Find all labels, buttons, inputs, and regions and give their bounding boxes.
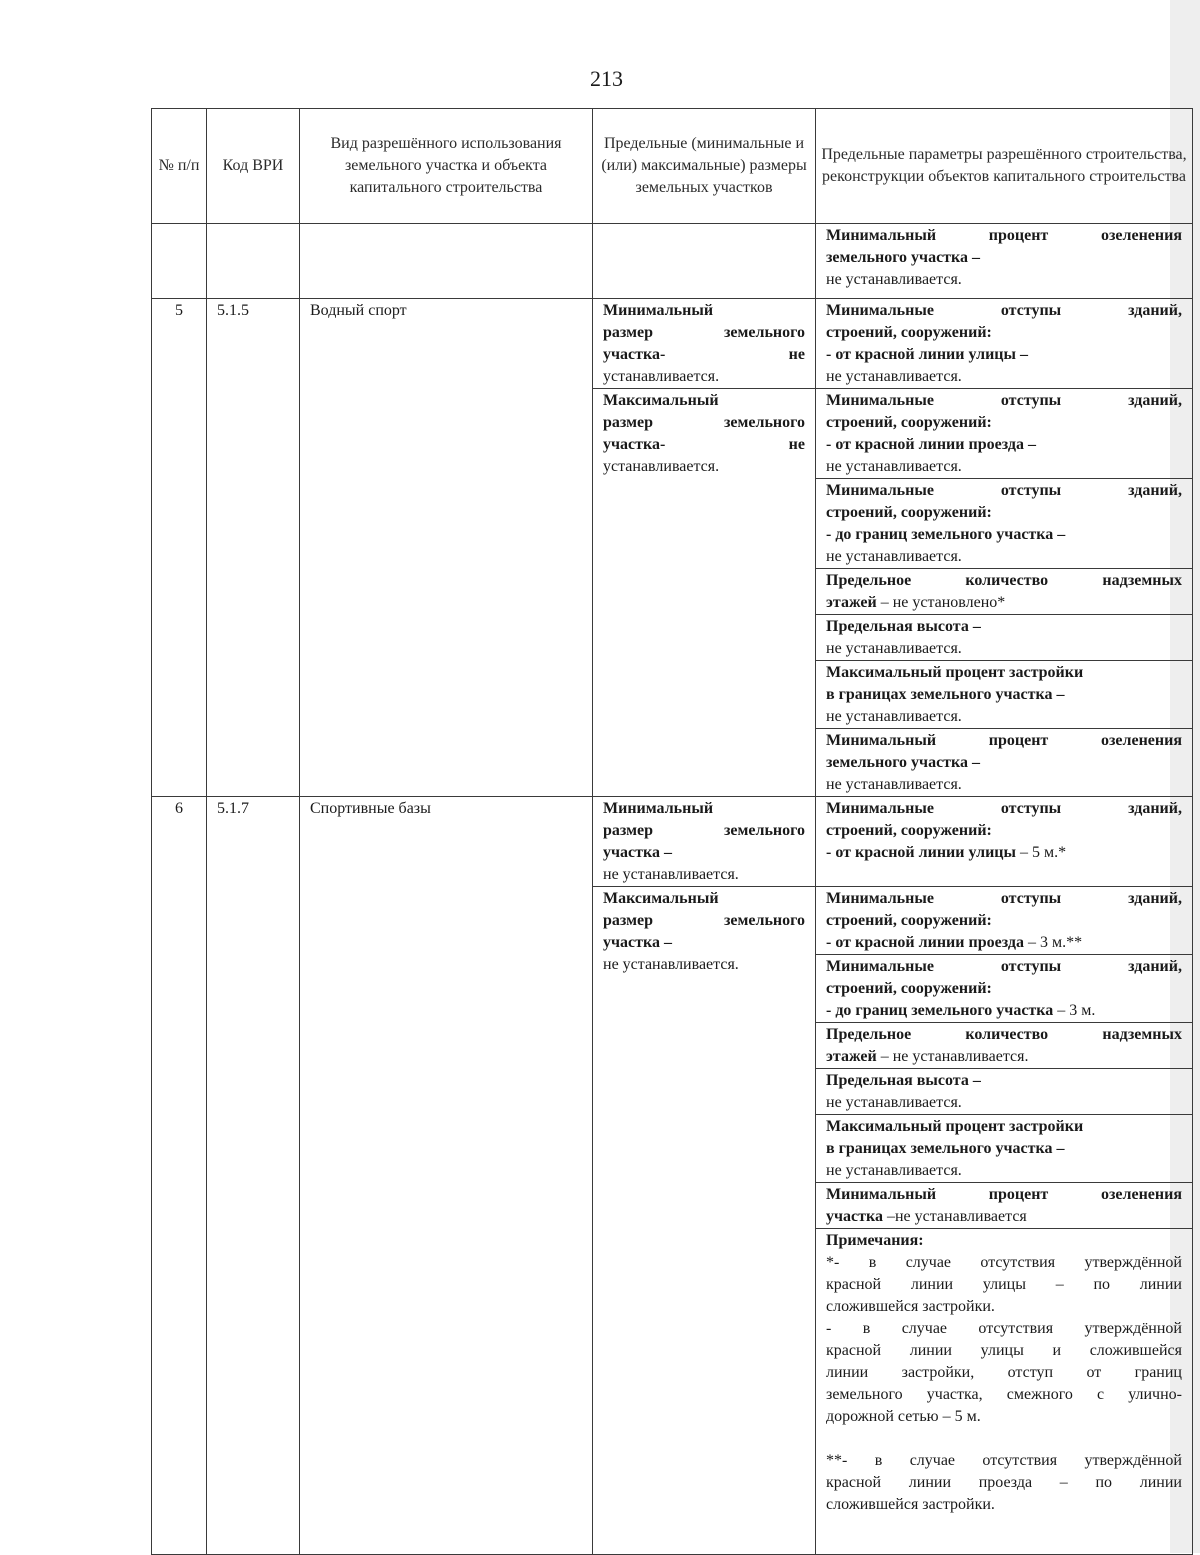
table-row <box>152 299 1193 389</box>
text-line: Минимальный процент озеленения <box>826 227 1182 244</box>
text-line: Максимальный процент застройки <box>826 664 1084 681</box>
header-type: Вид разрешённого использования земельного участка и объекта капитального строительства <box>300 109 593 224</box>
text-line <box>826 932 1182 954</box>
text-part: – не устанавливается. <box>876 1048 1029 1065</box>
text-line: - от красной линии улицы – <box>826 346 1028 363</box>
text-part: – 3 м. <box>1053 1002 1096 1019</box>
text-part: - от красной линии проезда <box>826 934 1024 951</box>
param-cell <box>816 1115 1193 1183</box>
param-cell <box>816 887 1193 955</box>
min-size-cell <box>593 797 816 887</box>
row-code: 5.1.5 <box>207 299 300 797</box>
text-line: участка- не <box>603 346 805 363</box>
text-line: *- в случае отсутствия утверждённой <box>826 1254 1182 1271</box>
text-line: красной линии проезда – по линии <box>826 1474 1182 1491</box>
text-line: не устанавливается. <box>826 708 962 725</box>
min-size-cell <box>593 299 816 389</box>
text-line: строений, сооружений: <box>826 504 992 521</box>
text-line <box>826 592 1182 614</box>
row-code: 5.1.7 <box>207 797 300 1555</box>
text-line: Минимальные отступы зданий, <box>826 482 1182 499</box>
text-line: Минимальный процент озеленения <box>826 1186 1182 1203</box>
text-part: этажей <box>826 594 877 611</box>
text-line: участка – <box>603 844 672 861</box>
text-line: строений, сооружений: <box>826 324 992 341</box>
param-cell <box>816 479 1193 569</box>
text-line: Минимальный <box>603 800 714 817</box>
text-part: – 3 м.** <box>1023 934 1083 951</box>
text-line: в границах земельного участка – <box>826 686 1065 703</box>
row-type-name: Спортивные базы <box>300 797 593 1555</box>
cell-empty <box>207 224 300 299</box>
zoning-parameters-table <box>151 108 1193 1555</box>
text-line: строений, сооружений: <box>826 980 992 997</box>
text-line <box>826 1046 1182 1068</box>
text-line <box>826 1428 1182 1450</box>
table-row <box>152 797 1193 887</box>
text-line <box>826 1000 1182 1022</box>
cell-empty <box>152 224 207 299</box>
row-type-name: Водный спорт <box>300 299 593 797</box>
text-line: не устанавливается. <box>603 866 739 883</box>
text-line: не устанавливается. <box>826 640 962 657</box>
text-line: Максимальный <box>603 392 719 409</box>
param-cell <box>816 797 1193 887</box>
text-line: земельного участка, смежного с улично- <box>826 1386 1182 1403</box>
text-line: Минимальный процент озеленения <box>826 732 1182 749</box>
text-line: - до границ земельного участка – <box>826 526 1066 543</box>
text-line: устанавливается. <box>603 458 720 475</box>
text-line: строений, сооружений: <box>826 414 992 431</box>
text-line: участка – <box>603 934 672 951</box>
text-line: Минимальный <box>603 302 714 319</box>
text-line: не устанавливается. <box>826 1094 962 1111</box>
max-size-cell <box>593 389 816 797</box>
text-line: Минимальные отступы зданий, <box>826 392 1182 409</box>
page-number: 213 <box>590 66 623 91</box>
text-line: размер земельного <box>603 324 805 341</box>
text-line: **- в случае отсутствия утверждённой <box>826 1452 1182 1469</box>
text-part: этажей <box>826 1048 877 1065</box>
header-row <box>152 109 1193 224</box>
text-line: дорожной сетью – 5 м. <box>826 1408 981 1425</box>
header-code: Код ВРИ <box>207 109 300 224</box>
param-cell <box>816 224 1193 299</box>
text-line: устанавливается. <box>603 368 720 385</box>
param-cell <box>816 661 1193 729</box>
text-line: Предельное количество надземных <box>826 1026 1182 1043</box>
text-line: размер земельного <box>603 414 805 431</box>
text-line: не устанавливается. <box>826 368 962 385</box>
text-line: сложившейся застройки. <box>826 1298 995 1315</box>
text-line: Предельная высота – <box>826 618 981 635</box>
param-cell <box>816 389 1193 479</box>
param-cell <box>816 1023 1193 1069</box>
text-line: красной линии улицы и сложившейся <box>826 1342 1182 1359</box>
text-line <box>826 1206 1182 1228</box>
text-line: линии застройки, отступ от границ <box>826 1364 1182 1381</box>
param-cell <box>816 299 1193 389</box>
cell-empty <box>300 224 593 299</box>
text-line: сложившейся застройки. <box>826 1496 995 1513</box>
param-cell <box>816 615 1193 661</box>
text-line: Максимальный процент застройки <box>826 1118 1084 1135</box>
text-line: красной линии улицы – по линии <box>826 1276 1182 1293</box>
header-params: Предельные параметры разрешённого строительства, реконструкции объектов капитального строительства <box>816 109 1193 224</box>
text-line <box>826 842 1182 864</box>
table-row-continuation <box>152 224 1193 299</box>
text-part: – не установлено* <box>876 594 1006 611</box>
cell-empty <box>593 224 816 299</box>
text-part: участка <box>826 1208 883 1225</box>
text-line: в границах земельного участка – <box>826 1140 1065 1157</box>
header-size: Предельные (минимальные и (или) максимальные) размеры земельных участков <box>593 109 816 224</box>
row-number: 6 <box>152 797 207 1555</box>
header-num: № п/п <box>152 109 207 224</box>
text-line: не устанавливается. <box>826 1162 962 1179</box>
text-line: Минимальные отступы зданий, <box>826 890 1182 907</box>
text-part: –не устанавливается <box>882 1208 1027 1225</box>
text-line: Максимальный <box>603 890 719 907</box>
text-line: - от красной линии проезда – <box>826 436 1036 453</box>
text-line: Предельная высота – <box>826 1072 981 1089</box>
param-cell <box>816 1183 1193 1229</box>
text-line: размер земельного <box>603 912 805 929</box>
text-line: не устанавливается. <box>826 776 962 793</box>
text-line: не устанавливается. <box>826 271 962 288</box>
text-line: Минимальные отступы зданий, <box>826 302 1182 319</box>
row-number: 5 <box>152 299 207 797</box>
notes-cell <box>816 1229 1193 1555</box>
text-line: Минимальные отступы зданий, <box>826 958 1182 975</box>
param-cell <box>816 1069 1193 1115</box>
text-line: земельного участка – <box>826 249 981 266</box>
param-cell <box>816 729 1193 797</box>
max-size-cell <box>593 887 816 1555</box>
text-line: участка- не <box>603 436 805 453</box>
text-line: Предельное количество надземных <box>826 572 1182 589</box>
text-line: строений, сооружений: <box>826 912 992 929</box>
text-line: не устанавливается. <box>826 548 962 565</box>
text-line: - в случае отсутствия утверждённой <box>826 1320 1182 1337</box>
text-line: не устанавливается. <box>603 956 739 973</box>
text-part: - от красной линии улицы <box>826 844 1016 861</box>
text-part: – 5 м.* <box>1016 844 1067 861</box>
text-line: размер земельного <box>603 822 805 839</box>
text-line: Минимальные отступы зданий, <box>826 800 1182 817</box>
text-line: земельного участка – <box>826 754 981 771</box>
param-cell <box>816 955 1193 1023</box>
notes-title: Примечания: <box>826 1232 924 1249</box>
param-cell <box>816 569 1193 615</box>
text-line: не устанавливается. <box>826 458 962 475</box>
text-part: - до границ земельного участка <box>826 1002 1054 1019</box>
text-line: строений, сооружений: <box>826 822 992 839</box>
